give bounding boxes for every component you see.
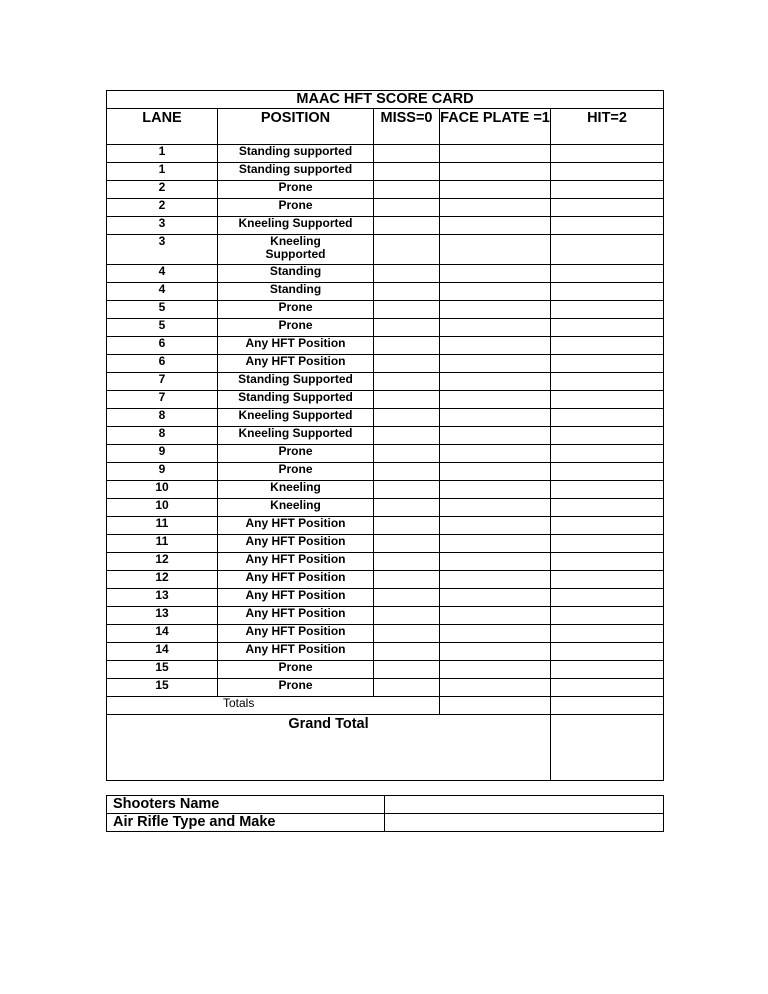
score-card-table	[106, 90, 664, 781]
lane-number-cell: 7	[107, 391, 218, 409]
position-cell: Kneeling Supported	[218, 235, 374, 265]
hit-cell[interactable]	[551, 373, 664, 391]
lane-number-cell: 1	[107, 163, 218, 181]
miss-cell[interactable]	[374, 607, 440, 625]
rifle-label: Air Rifle Type and Make	[107, 814, 385, 832]
position-cell: Kneeling Supported	[218, 427, 374, 445]
lane-number-cell: 5	[107, 301, 218, 319]
lane-row	[107, 517, 664, 535]
position-cell: Standing Supported	[218, 373, 374, 391]
position-cell: Standing supported	[218, 163, 374, 181]
hit-cell[interactable]	[551, 409, 664, 427]
lane-number-cell: 10	[107, 499, 218, 517]
hit-cell[interactable]	[551, 181, 664, 199]
hit-cell[interactable]	[551, 535, 664, 553]
position-cell: Kneeling Supported	[218, 409, 374, 427]
hit-cell[interactable]	[551, 481, 664, 499]
position-cell: Prone	[218, 181, 374, 199]
lane-row	[107, 391, 664, 409]
hit-cell[interactable]	[551, 643, 664, 661]
lane-row	[107, 463, 664, 481]
lane-number-cell: 9	[107, 463, 218, 481]
rifle-row	[107, 814, 664, 832]
lane-row	[107, 199, 664, 217]
grand-total-row	[107, 715, 664, 781]
face-plate-cell[interactable]	[440, 373, 551, 391]
miss-cell[interactable]	[374, 535, 440, 553]
miss-cell[interactable]	[374, 571, 440, 589]
lane-number-cell: 4	[107, 265, 218, 283]
position-cell: Kneeling Supported	[218, 217, 374, 235]
position-cell: Any HFT Position	[218, 553, 374, 571]
hit-cell[interactable]	[551, 553, 664, 571]
lane-number-cell: 3	[107, 217, 218, 235]
hit-cell[interactable]	[551, 571, 664, 589]
face-plate-cell[interactable]	[440, 499, 551, 517]
score-card-body	[107, 91, 664, 781]
face-plate-cell[interactable]	[440, 199, 551, 217]
totals-miss-cell[interactable]	[374, 697, 440, 715]
lane-row	[107, 625, 664, 643]
lane-row	[107, 319, 664, 337]
miss-cell[interactable]	[374, 589, 440, 607]
position-cell: Any HFT Position	[218, 337, 374, 355]
face-plate-cell[interactable]	[440, 481, 551, 499]
face-plate-cell[interactable]	[440, 391, 551, 409]
lane-row	[107, 571, 664, 589]
miss-cell[interactable]	[374, 553, 440, 571]
miss-cell[interactable]	[374, 319, 440, 337]
hit-cell[interactable]	[551, 463, 664, 481]
shooter-info-table	[106, 795, 664, 832]
miss-cell[interactable]	[374, 301, 440, 319]
face-plate-cell[interactable]	[440, 463, 551, 481]
face-plate-cell[interactable]	[440, 145, 551, 163]
shooter-name-label: Shooters Name	[107, 796, 385, 814]
face-plate-cell[interactable]	[440, 355, 551, 373]
face-plate-cell[interactable]	[440, 607, 551, 625]
miss-cell[interactable]	[374, 427, 440, 445]
lane-row	[107, 679, 664, 697]
hit-cell[interactable]	[551, 199, 664, 217]
lane-row	[107, 553, 664, 571]
position-cell: Standing	[218, 283, 374, 301]
face-plate-cell[interactable]	[440, 643, 551, 661]
miss-cell[interactable]	[374, 625, 440, 643]
hit-cell[interactable]	[551, 679, 664, 697]
miss-cell[interactable]	[374, 355, 440, 373]
lane-row	[107, 481, 664, 499]
miss-cell[interactable]	[374, 235, 440, 265]
miss-cell[interactable]	[374, 643, 440, 661]
position-cell: Any HFT Position	[218, 535, 374, 553]
face-plate-cell[interactable]	[440, 571, 551, 589]
lane-number-cell: 14	[107, 643, 218, 661]
face-plate-cell[interactable]	[440, 427, 551, 445]
hit-cell[interactable]	[551, 283, 664, 301]
hit-cell[interactable]	[551, 319, 664, 337]
header-row	[107, 109, 664, 145]
miss-cell[interactable]	[374, 337, 440, 355]
lane-number-cell: 6	[107, 337, 218, 355]
lane-number-cell: 4	[107, 283, 218, 301]
lane-row	[107, 643, 664, 661]
position-cell: Any HFT Position	[218, 643, 374, 661]
hit-header: HIT=2	[551, 109, 664, 145]
shooter-name-row	[107, 796, 664, 814]
face-plate-cell[interactable]	[440, 265, 551, 283]
position-cell: Prone	[218, 463, 374, 481]
miss-cell[interactable]	[374, 679, 440, 697]
lane-row	[107, 163, 664, 181]
miss-cell[interactable]	[374, 445, 440, 463]
face-plate-cell[interactable]	[440, 217, 551, 235]
hit-cell[interactable]	[551, 517, 664, 535]
hit-cell[interactable]	[551, 607, 664, 625]
lane-row	[107, 589, 664, 607]
position-cell: Prone	[218, 199, 374, 217]
lane-row	[107, 283, 664, 301]
miss-cell[interactable]	[374, 199, 440, 217]
lane-number-cell: 8	[107, 409, 218, 427]
totals-label: Totals	[107, 697, 374, 715]
face-plate-cell[interactable]	[440, 409, 551, 427]
position-cell: Kneeling	[218, 499, 374, 517]
face-plate-cell[interactable]	[440, 235, 551, 265]
lane-number-cell: 2	[107, 181, 218, 199]
miss-cell[interactable]	[374, 463, 440, 481]
miss-cell[interactable]	[374, 283, 440, 301]
lane-number-cell: 15	[107, 679, 218, 697]
lane-row	[107, 235, 664, 265]
lane-number-cell: 9	[107, 445, 218, 463]
face-plate-cell[interactable]	[440, 163, 551, 181]
lane-row	[107, 661, 664, 679]
hit-cell[interactable]	[551, 265, 664, 283]
lane-number-cell: 7	[107, 373, 218, 391]
position-cell: Prone	[218, 301, 374, 319]
lane-row	[107, 181, 664, 199]
title-row	[107, 91, 664, 109]
lane-number-cell: 5	[107, 319, 218, 337]
face-plate-cell[interactable]	[440, 589, 551, 607]
face-plate-cell[interactable]	[440, 181, 551, 199]
lane-number-cell: 12	[107, 571, 218, 589]
position-cell: Prone	[218, 661, 374, 679]
hit-cell[interactable]	[551, 163, 664, 181]
lane-number-cell: 10	[107, 481, 218, 499]
hit-cell[interactable]	[551, 589, 664, 607]
hit-cell[interactable]	[551, 235, 664, 265]
hit-cell[interactable]	[551, 427, 664, 445]
lane-number-cell: 6	[107, 355, 218, 373]
face-plate-cell[interactable]	[440, 301, 551, 319]
lane-row	[107, 145, 664, 163]
face-plate-cell[interactable]	[440, 283, 551, 301]
lane-number-cell: 1	[107, 145, 218, 163]
miss-header: MISS=0	[374, 109, 440, 145]
face-plate-header: FACE PLATE =1	[440, 109, 551, 145]
hit-cell[interactable]	[551, 625, 664, 643]
position-header: POSITION	[218, 109, 374, 145]
position-cell: Any HFT Position	[218, 625, 374, 643]
lane-number-cell: 3	[107, 235, 218, 265]
lane-header: LANE	[107, 109, 218, 145]
lane-row	[107, 265, 664, 283]
lane-number-cell: 13	[107, 607, 218, 625]
position-cell: Any HFT Position	[218, 571, 374, 589]
position-cell: Prone	[218, 445, 374, 463]
lane-row	[107, 337, 664, 355]
face-plate-cell[interactable]	[440, 445, 551, 463]
miss-cell[interactable]	[374, 661, 440, 679]
position-cell: Any HFT Position	[218, 517, 374, 535]
miss-cell[interactable]	[374, 145, 440, 163]
miss-cell[interactable]	[374, 481, 440, 499]
hit-cell[interactable]	[551, 337, 664, 355]
lane-row	[107, 535, 664, 553]
hit-cell[interactable]	[551, 217, 664, 235]
lane-row	[107, 355, 664, 373]
position-cell: Any HFT Position	[218, 607, 374, 625]
shooter-name-field[interactable]	[385, 796, 664, 814]
position-cell: Kneeling	[218, 481, 374, 499]
miss-cell[interactable]	[374, 499, 440, 517]
face-plate-cell[interactable]	[440, 319, 551, 337]
lane-row	[107, 373, 664, 391]
face-plate-cell[interactable]	[440, 553, 551, 571]
position-cell: Standing supported	[218, 145, 374, 163]
lane-number-cell: 11	[107, 535, 218, 553]
miss-cell[interactable]	[374, 217, 440, 235]
hit-cell[interactable]	[551, 391, 664, 409]
position-cell: Any HFT Position	[218, 355, 374, 373]
face-plate-cell[interactable]	[440, 661, 551, 679]
lane-row	[107, 301, 664, 319]
hit-cell[interactable]	[551, 355, 664, 373]
lane-number-cell: 15	[107, 661, 218, 679]
position-cell: Prone	[218, 679, 374, 697]
face-plate-cell[interactable]	[440, 535, 551, 553]
face-plate-cell[interactable]	[440, 679, 551, 697]
lane-number-cell: 2	[107, 199, 218, 217]
grand-total-label: Grand Total	[107, 715, 551, 781]
totals-row	[107, 697, 664, 715]
miss-cell[interactable]	[374, 391, 440, 409]
lane-row	[107, 445, 664, 463]
lane-number-cell: 13	[107, 589, 218, 607]
face-plate-cell[interactable]	[440, 625, 551, 643]
lane-number-cell: 14	[107, 625, 218, 643]
position-cell: Standing	[218, 265, 374, 283]
position-cell: Standing Supported	[218, 391, 374, 409]
miss-cell[interactable]	[374, 373, 440, 391]
lane-number-cell: 11	[107, 517, 218, 535]
lane-row	[107, 607, 664, 625]
lane-row	[107, 427, 664, 445]
lane-number-cell: 12	[107, 553, 218, 571]
hit-cell[interactable]	[551, 661, 664, 679]
position-cell: Any HFT Position	[218, 589, 374, 607]
hit-cell[interactable]	[551, 445, 664, 463]
miss-cell[interactable]	[374, 265, 440, 283]
miss-cell[interactable]	[374, 409, 440, 427]
lane-number-cell: 8	[107, 427, 218, 445]
grand-total-value-cell[interactable]	[551, 715, 664, 781]
hit-cell[interactable]	[551, 499, 664, 517]
lane-row	[107, 499, 664, 517]
hit-cell[interactable]	[551, 301, 664, 319]
miss-cell[interactable]	[374, 517, 440, 535]
lane-row	[107, 409, 664, 427]
totals-face-plate-cell[interactable]	[440, 697, 551, 715]
miss-cell[interactable]	[374, 181, 440, 199]
face-plate-cell[interactable]	[440, 517, 551, 535]
totals-hit-cell[interactable]	[551, 697, 664, 715]
miss-cell[interactable]	[374, 163, 440, 181]
position-cell: Prone	[218, 319, 374, 337]
hit-cell[interactable]	[551, 145, 664, 163]
face-plate-cell[interactable]	[440, 337, 551, 355]
lane-row	[107, 217, 664, 235]
rifle-field[interactable]	[385, 814, 664, 832]
score-card-title: MAAC HFT SCORE CARD	[107, 91, 664, 109]
